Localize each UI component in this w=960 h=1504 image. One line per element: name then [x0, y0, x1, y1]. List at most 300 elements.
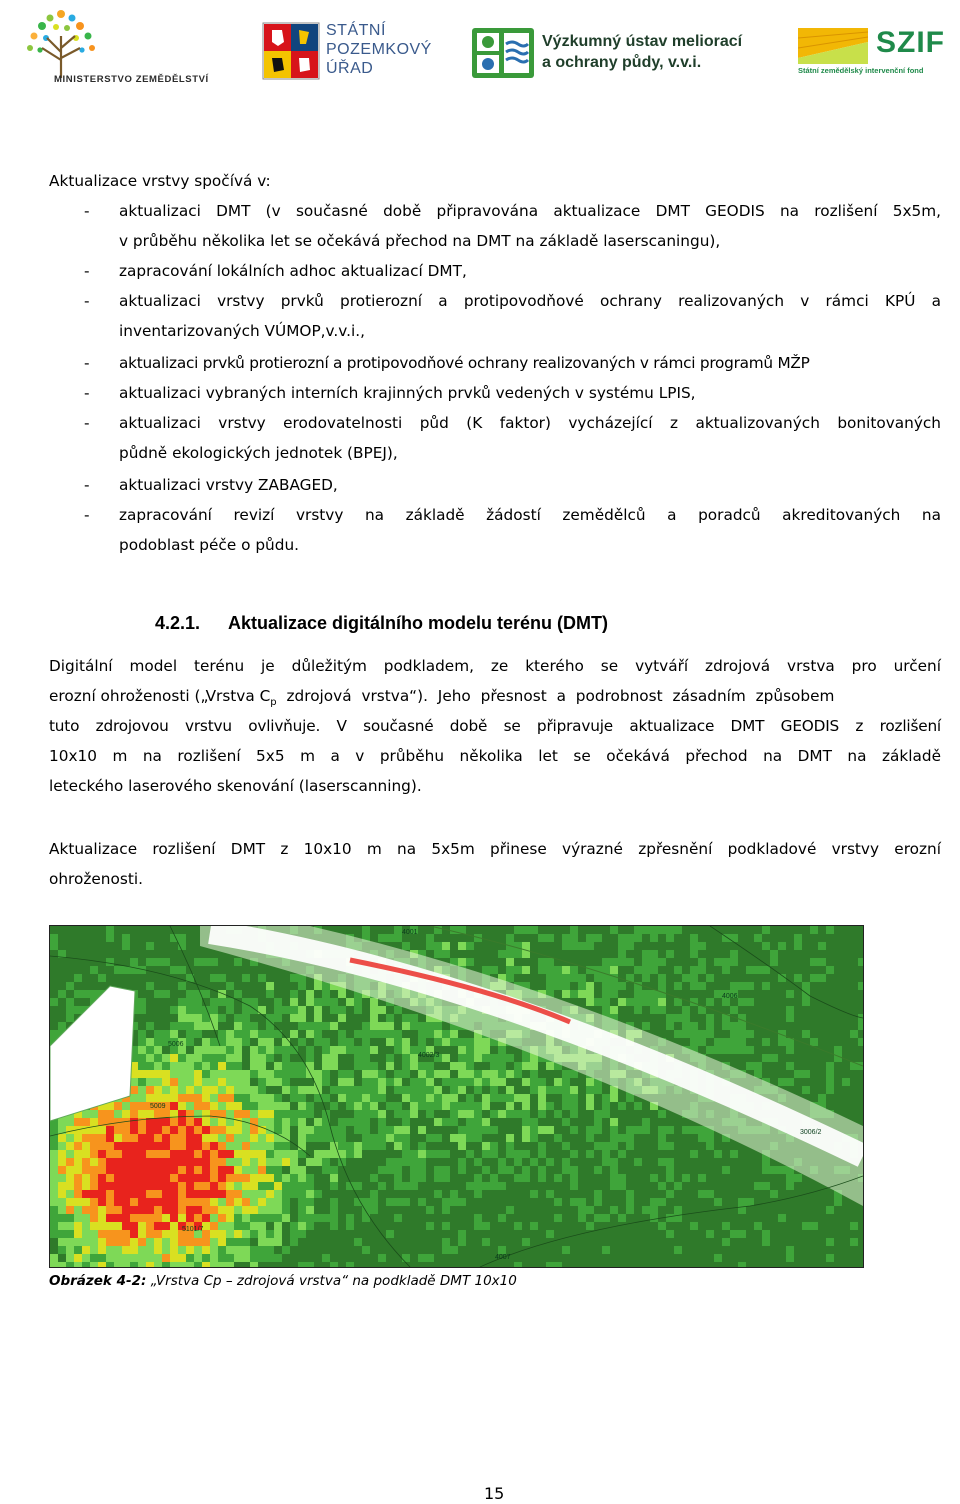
raster-cell	[74, 950, 82, 958]
raster-cell	[250, 1166, 258, 1174]
raster-cell	[346, 1094, 354, 1102]
raster-cell	[370, 1246, 378, 1254]
raster-cell	[530, 1254, 538, 1262]
raster-cell	[98, 1190, 106, 1198]
raster-cell	[290, 1030, 298, 1038]
raster-cell	[138, 950, 146, 958]
raster-cell	[242, 998, 250, 1006]
raster-cell	[138, 1030, 146, 1038]
raster-cell	[434, 942, 442, 950]
raster-cell	[250, 1198, 258, 1206]
raster-cell	[682, 1198, 690, 1206]
raster-cell	[586, 1198, 594, 1206]
raster-cell	[538, 1110, 546, 1118]
raster-cell	[162, 1262, 170, 1267]
raster-cell	[282, 1230, 290, 1238]
raster-cell	[282, 1262, 290, 1267]
raster-cell	[274, 1246, 282, 1254]
raster-cell	[450, 926, 458, 934]
raster-cell	[106, 1230, 114, 1238]
raster-cell	[226, 1142, 234, 1150]
raster-cell	[202, 1190, 210, 1198]
raster-cell	[330, 1254, 338, 1262]
raster-cell	[402, 1022, 410, 1030]
raster-cell	[762, 926, 770, 934]
raster-cell	[306, 1022, 314, 1030]
raster-cell	[482, 1238, 490, 1246]
raster-cell	[362, 1118, 370, 1126]
raster-cell	[138, 1222, 146, 1230]
raster-cell	[762, 1014, 770, 1022]
raster-cell	[546, 1086, 554, 1094]
raster-cell	[122, 1254, 130, 1262]
raster-cell	[314, 1110, 322, 1118]
raster-cell	[266, 998, 274, 1006]
raster-cell	[674, 1174, 682, 1182]
raster-cell	[74, 1006, 82, 1014]
raster-cell	[234, 1086, 242, 1094]
raster-cell	[266, 974, 274, 982]
raster-cell	[130, 958, 138, 966]
raster-cell	[642, 934, 650, 942]
raster-cell	[346, 1238, 354, 1246]
raster-cell	[498, 1054, 506, 1062]
raster-cell	[450, 1206, 458, 1214]
raster-cell	[282, 1110, 290, 1118]
raster-cell	[698, 1246, 706, 1254]
raster-cell	[426, 1086, 434, 1094]
raster-cell	[570, 950, 578, 958]
raster-cell	[434, 1070, 442, 1078]
raster-cell	[210, 1126, 218, 1134]
raster-cell	[514, 1094, 522, 1102]
raster-cell	[434, 1038, 442, 1046]
raster-cell	[298, 1166, 306, 1174]
raster-cell	[210, 1062, 218, 1070]
raster-cell	[578, 1214, 586, 1222]
raster-cell	[66, 1246, 74, 1254]
raster-cell	[570, 990, 578, 998]
raster-cell	[858, 1214, 863, 1222]
raster-cell	[154, 942, 162, 950]
raster-cell	[274, 1158, 282, 1166]
raster-cell	[234, 1222, 242, 1230]
raster-cell	[802, 1238, 810, 1246]
raster-cell	[586, 1118, 594, 1126]
raster-cell	[602, 1126, 610, 1134]
raster-cell	[82, 1246, 90, 1254]
raster-cell	[394, 926, 402, 934]
raster-cell	[394, 1086, 402, 1094]
raster-cell	[770, 990, 778, 998]
raster-cell	[562, 1158, 570, 1166]
raster-cell	[746, 990, 754, 998]
raster-cell	[722, 1214, 730, 1222]
raster-cell	[466, 1150, 474, 1158]
raster-cell	[234, 1046, 242, 1054]
raster-cell	[618, 926, 626, 934]
raster-cell	[314, 1006, 322, 1014]
raster-cell	[122, 1150, 130, 1158]
raster-cell	[794, 1214, 802, 1222]
raster-cell	[794, 1046, 802, 1054]
raster-cell	[122, 1198, 130, 1206]
raster-cell	[546, 1158, 554, 1166]
raster-cell	[690, 1150, 698, 1158]
raster-cell	[186, 1214, 194, 1222]
raster-cell	[154, 1166, 162, 1174]
raster-cell	[226, 1070, 234, 1078]
raster-cell	[290, 974, 298, 982]
raster-cell	[82, 1134, 90, 1142]
raster-cell	[242, 1198, 250, 1206]
raster-cell	[50, 1022, 58, 1030]
raster-cell	[338, 1182, 346, 1190]
raster-cell	[50, 1214, 58, 1222]
raster-cell	[410, 1062, 418, 1070]
raster-cell	[810, 982, 818, 990]
raster-cell	[186, 1006, 194, 1014]
raster-cell	[690, 1230, 698, 1238]
raster-cell	[362, 1246, 370, 1254]
raster-cell	[322, 1022, 330, 1030]
raster-cell	[578, 926, 586, 934]
raster-cell	[114, 1174, 122, 1182]
raster-cell	[834, 1102, 842, 1110]
raster-cell	[722, 1222, 730, 1230]
raster-cell	[746, 1006, 754, 1014]
raster-cell	[818, 1006, 826, 1014]
raster-cell	[642, 1198, 650, 1206]
raster-cell	[218, 1254, 226, 1262]
raster-cell	[306, 1134, 314, 1142]
raster-cell	[714, 1222, 722, 1230]
raster-cell	[466, 1246, 474, 1254]
raster-cell	[394, 1230, 402, 1238]
raster-cell	[642, 1126, 650, 1134]
raster-cell	[370, 1230, 378, 1238]
raster-cell	[402, 1206, 410, 1214]
raster-cell	[258, 1214, 266, 1222]
raster-cell	[730, 958, 738, 966]
raster-cell	[354, 1238, 362, 1246]
raster-cell	[442, 1246, 450, 1254]
raster-cell	[210, 1262, 218, 1267]
raster-cell	[386, 1190, 394, 1198]
raster-cell	[610, 998, 618, 1006]
raster-cell	[434, 1230, 442, 1238]
raster-cell	[250, 1054, 258, 1062]
raster-cell	[490, 1126, 498, 1134]
raster-cell	[170, 1142, 178, 1150]
raster-cell	[410, 1022, 418, 1030]
raster-cell	[458, 1182, 466, 1190]
raster-cell	[578, 1086, 586, 1094]
raster-cell	[498, 1126, 506, 1134]
raster-cell	[122, 1102, 130, 1110]
raster-cell	[522, 1142, 530, 1150]
raster-cell	[642, 1182, 650, 1190]
raster-cell	[650, 1118, 658, 1126]
raster-cell	[394, 1150, 402, 1158]
raster-cell	[90, 1206, 98, 1214]
raster-cell	[778, 1014, 786, 1022]
raster-cell	[170, 1078, 178, 1086]
raster-cell	[130, 982, 138, 990]
raster-cell	[698, 1238, 706, 1246]
raster-cell	[546, 1102, 554, 1110]
raster-cell	[418, 1166, 426, 1174]
raster-cell	[858, 1046, 863, 1054]
raster-cell	[186, 1062, 194, 1070]
raster-cell	[394, 1206, 402, 1214]
raster-cell	[146, 1150, 154, 1158]
raster-cell	[194, 1134, 202, 1142]
raster-cell	[154, 1046, 162, 1054]
raster-cell	[554, 1086, 562, 1094]
raster-cell	[706, 1190, 714, 1198]
raster-cell	[282, 1190, 290, 1198]
raster-cell	[834, 982, 842, 990]
raster-cell	[146, 1070, 154, 1078]
raster-cell	[410, 1014, 418, 1022]
raster-cell	[138, 974, 146, 982]
raster-cell	[66, 950, 74, 958]
raster-cell	[754, 958, 762, 966]
raster-cell	[58, 1174, 66, 1182]
raster-cell	[626, 990, 634, 998]
raster-cell	[674, 1222, 682, 1230]
raster-cell	[426, 1214, 434, 1222]
raster-cell	[722, 1238, 730, 1246]
raster-cell	[162, 958, 170, 966]
raster-cell	[802, 1070, 810, 1078]
raster-cell	[186, 1086, 194, 1094]
raster-cell	[506, 1230, 514, 1238]
raster-cell	[418, 1118, 426, 1126]
raster-cell	[826, 934, 834, 942]
raster-cell	[634, 958, 642, 966]
raster-cell	[658, 1158, 666, 1166]
raster-cell	[386, 1062, 394, 1070]
raster-cell	[554, 1230, 562, 1238]
raster-cell	[226, 1198, 234, 1206]
raster-cell	[154, 1110, 162, 1118]
raster-cell	[210, 1182, 218, 1190]
raster-cell	[290, 1262, 298, 1267]
raster-cell	[298, 1118, 306, 1126]
raster-cell	[626, 1262, 634, 1267]
raster-cell	[482, 966, 490, 974]
raster-cell	[330, 1214, 338, 1222]
raster-cell	[218, 1030, 226, 1038]
raster-cell	[850, 990, 858, 998]
raster-cell	[450, 1134, 458, 1142]
raster-cell	[410, 942, 418, 950]
raster-cell	[154, 926, 162, 934]
raster-cell	[298, 1022, 306, 1030]
raster-cell	[530, 1174, 538, 1182]
raster-cell	[170, 926, 178, 934]
raster-cell	[730, 1046, 738, 1054]
raster-cell	[378, 1246, 386, 1254]
raster-cell	[354, 1190, 362, 1198]
raster-cell	[218, 1014, 226, 1022]
raster-cell	[538, 1150, 546, 1158]
raster-cell	[394, 1046, 402, 1054]
raster-cell	[786, 966, 794, 974]
raster-cell	[666, 1230, 674, 1238]
raster-cell	[194, 1166, 202, 1174]
raster-cell	[218, 966, 226, 974]
raster-cell	[394, 1246, 402, 1254]
raster-cell	[714, 1022, 722, 1030]
raster-cell	[474, 1062, 482, 1070]
raster-cell	[426, 1038, 434, 1046]
raster-cell	[370, 1030, 378, 1038]
raster-cell	[186, 1070, 194, 1078]
raster-cell	[354, 1022, 362, 1030]
raster-cell	[442, 1030, 450, 1038]
raster-cell	[210, 1230, 218, 1238]
raster-cell	[762, 974, 770, 982]
raster-cell	[410, 1214, 418, 1222]
raster-cell	[402, 1222, 410, 1230]
raster-cell	[458, 1126, 466, 1134]
raster-cell	[818, 1198, 826, 1206]
raster-cell	[754, 1262, 762, 1267]
raster-cell	[834, 1030, 842, 1038]
raster-cell	[786, 1190, 794, 1198]
raster-cell	[530, 926, 538, 934]
raster-cell	[810, 966, 818, 974]
raster-cell	[506, 1102, 514, 1110]
raster-cell	[482, 1206, 490, 1214]
raster-cell	[834, 1246, 842, 1254]
raster-cell	[722, 1046, 730, 1054]
raster-cell	[586, 926, 594, 934]
raster-cell	[226, 1134, 234, 1142]
raster-cell	[362, 1094, 370, 1102]
raster-cell	[98, 1206, 106, 1214]
raster-cell	[674, 1198, 682, 1206]
raster-cell	[858, 1206, 863, 1214]
raster-cell	[378, 1182, 386, 1190]
raster-cell	[482, 1222, 490, 1230]
raster-cell	[298, 990, 306, 998]
raster-cell	[338, 1118, 346, 1126]
raster-cell	[306, 1046, 314, 1054]
raster-cell	[98, 950, 106, 958]
raster-cell	[490, 1142, 498, 1150]
raster-cell	[810, 1182, 818, 1190]
raster-cell	[818, 1054, 826, 1062]
raster-cell	[394, 1014, 402, 1022]
raster-cell	[506, 1142, 514, 1150]
raster-cell	[402, 1198, 410, 1206]
raster-cell	[146, 1054, 154, 1062]
raster-cell	[394, 1142, 402, 1150]
raster-cell	[314, 982, 322, 990]
raster-cell	[210, 1198, 218, 1206]
raster-cell	[602, 1102, 610, 1110]
raster-cell	[578, 1078, 586, 1086]
raster-cell	[754, 1206, 762, 1214]
raster-cell	[194, 1142, 202, 1150]
raster-cell	[178, 1022, 186, 1030]
raster-cell	[810, 1230, 818, 1238]
raster-cell	[314, 1102, 322, 1110]
raster-cell	[426, 1246, 434, 1254]
raster-cell	[458, 1110, 466, 1118]
raster-cell	[298, 1134, 306, 1142]
raster-cell	[610, 942, 618, 950]
raster-cell	[314, 1246, 322, 1254]
raster-cell	[138, 1158, 146, 1166]
raster-cell	[458, 1238, 466, 1246]
raster-cell	[554, 934, 562, 942]
raster-cell	[826, 998, 834, 1006]
raster-cell	[514, 1214, 522, 1222]
raster-cell	[370, 1094, 378, 1102]
raster-cell	[674, 966, 682, 974]
raster-cell	[826, 1238, 834, 1246]
raster-cell	[554, 1190, 562, 1198]
raster-cell	[578, 1142, 586, 1150]
raster-cell	[706, 934, 714, 942]
raster-cell	[634, 1246, 642, 1254]
raster-cell	[274, 1038, 282, 1046]
raster-cell	[698, 1158, 706, 1166]
raster-cell	[546, 1198, 554, 1206]
raster-cell	[666, 1134, 674, 1142]
raster-cell	[362, 1134, 370, 1142]
raster-cell	[626, 1102, 634, 1110]
raster-cell	[698, 1254, 706, 1262]
raster-cell	[322, 1134, 330, 1142]
raster-cell	[418, 1206, 426, 1214]
raster-cell	[90, 966, 98, 974]
raster-cell	[202, 958, 210, 966]
raster-cell	[146, 926, 154, 934]
raster-cell	[730, 1158, 738, 1166]
raster-cell	[434, 1094, 442, 1102]
raster-cell	[682, 950, 690, 958]
raster-cell	[506, 1222, 514, 1230]
raster-cell	[714, 958, 722, 966]
raster-cell	[474, 1038, 482, 1046]
raster-cell	[234, 1190, 242, 1198]
raster-cell	[554, 1142, 562, 1150]
raster-cell	[602, 1214, 610, 1222]
raster-cell	[250, 1086, 258, 1094]
raster-cell	[170, 1022, 178, 1030]
raster-cell	[386, 1206, 394, 1214]
raster-cell	[794, 1262, 802, 1267]
raster-cell	[650, 1182, 658, 1190]
raster-cell	[762, 1262, 770, 1267]
raster-cell	[514, 1222, 522, 1230]
raster-cell	[170, 1094, 178, 1102]
raster-cell	[794, 1030, 802, 1038]
raster-cell	[90, 1182, 98, 1190]
raster-cell	[490, 1182, 498, 1190]
raster-cell	[514, 1142, 522, 1150]
raster-cell	[610, 1158, 618, 1166]
raster-cell	[394, 1214, 402, 1222]
raster-cell	[258, 1206, 266, 1214]
raster-cell	[402, 1110, 410, 1118]
